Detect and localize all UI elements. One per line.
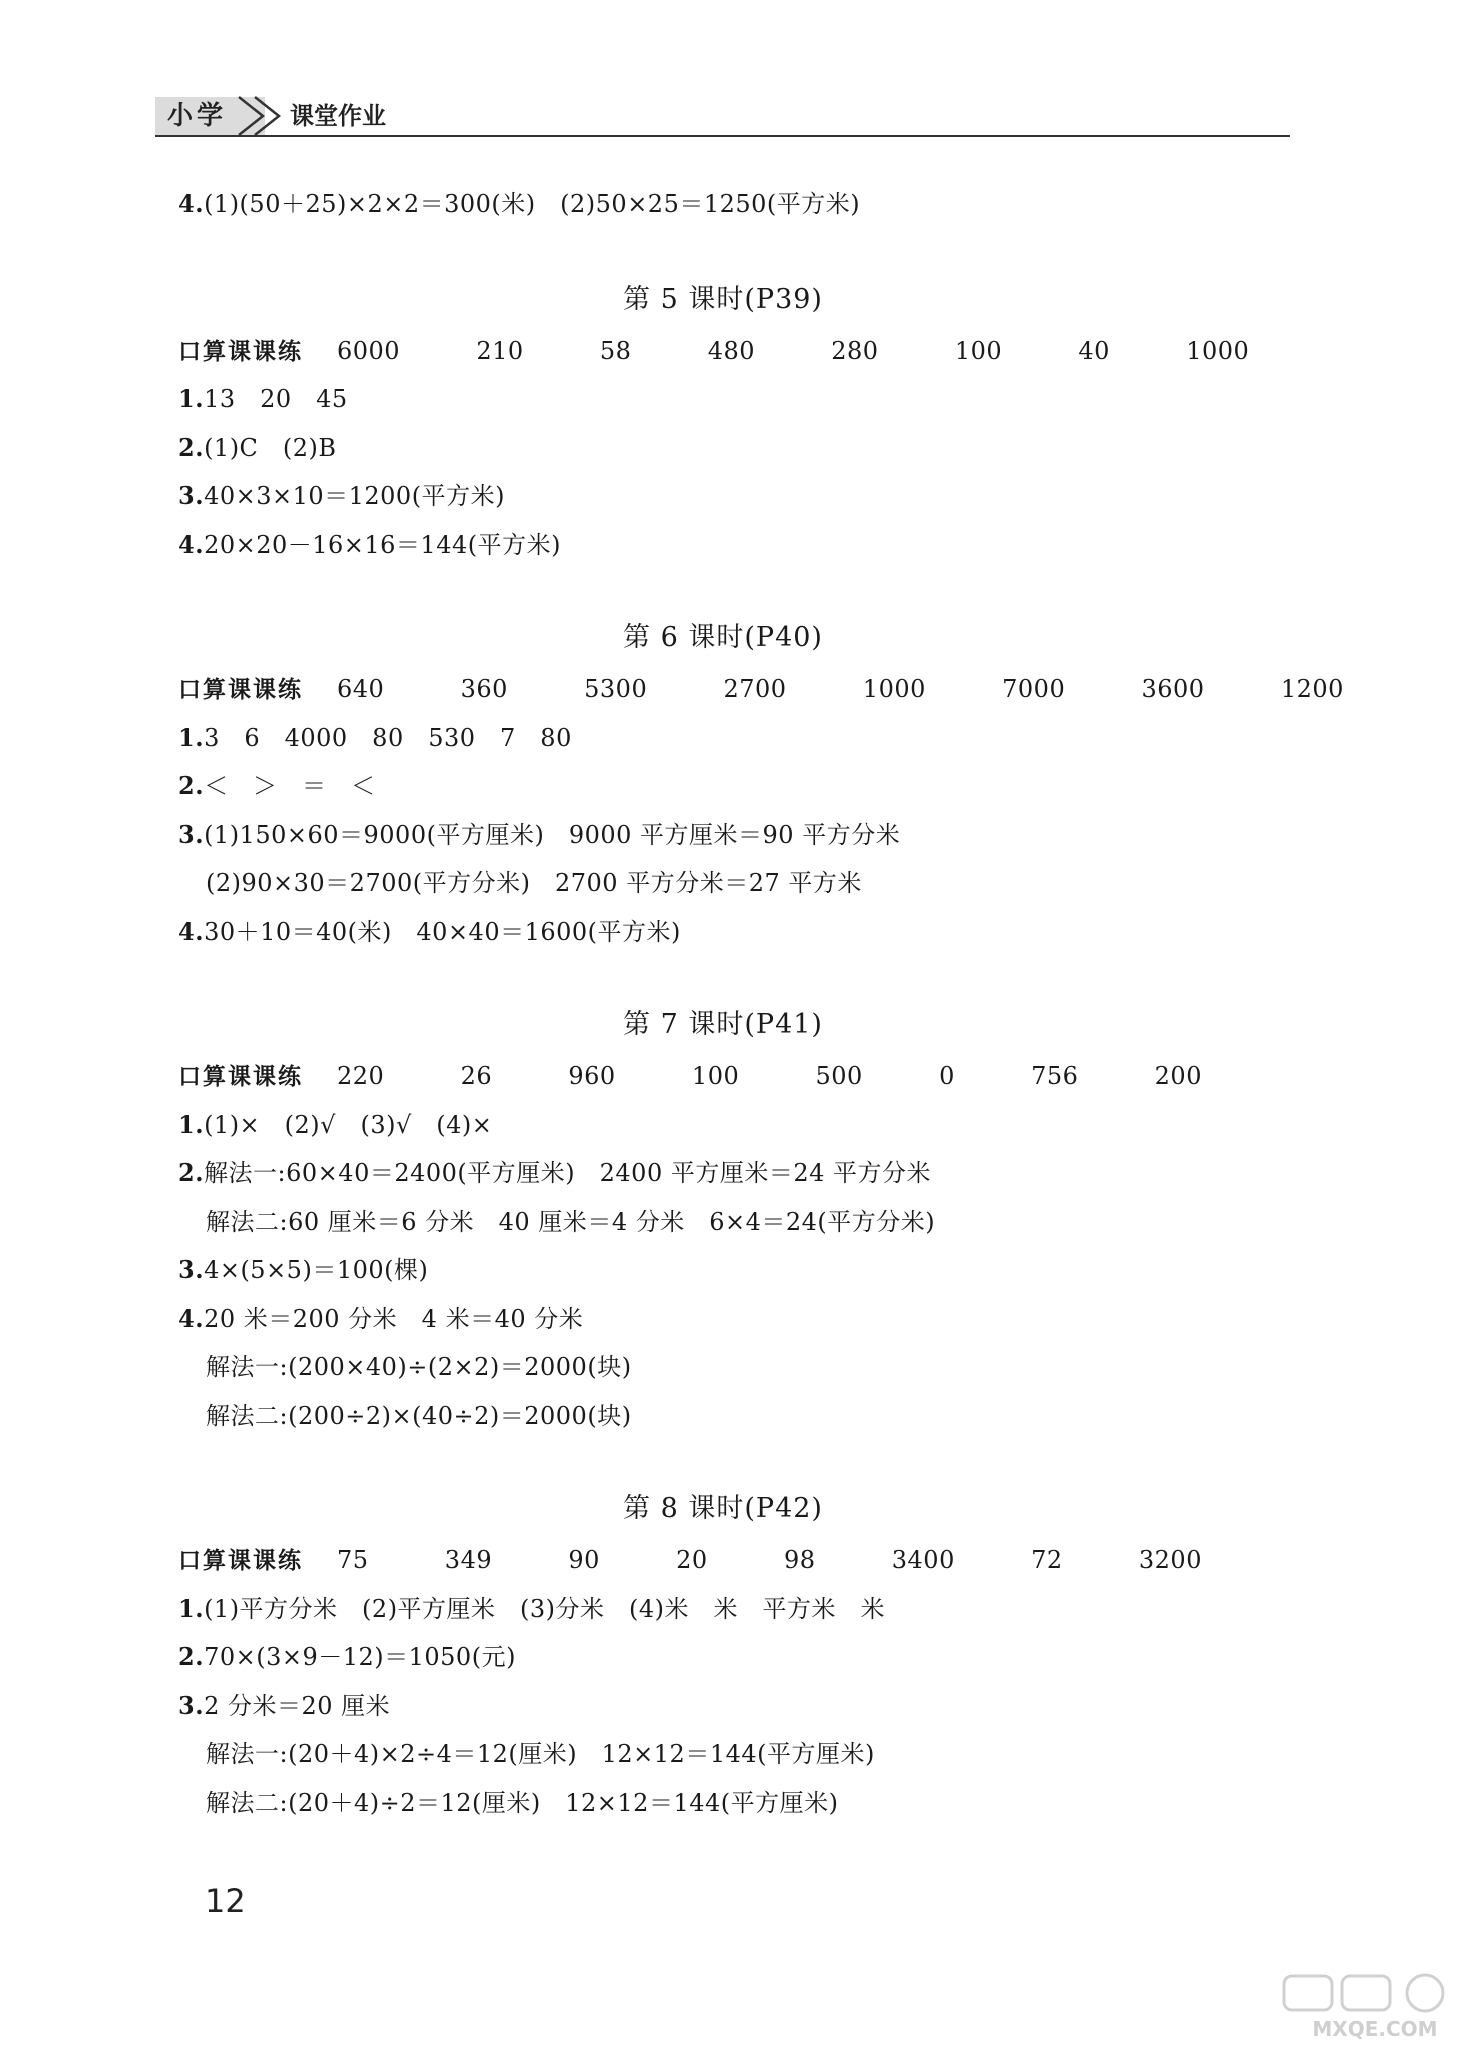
item-text: 解法二:(20＋4)÷2＝12(厘米) 12×12＝144(平方厘米) — [206, 1788, 839, 1817]
page-number: 12 — [205, 1882, 246, 1920]
item-number: 1. — [178, 722, 205, 752]
item-number: 4. — [178, 529, 205, 559]
oral-practice-label: 口算课课练 — [178, 1548, 303, 1574]
answer-line — [178, 908, 1268, 957]
oral-practice-line — [178, 1536, 1268, 1585]
item-number: 4. — [178, 916, 205, 946]
item-text: (1)× (2)√ (3)√ (4)× — [204, 1110, 493, 1139]
page-header — [155, 95, 1290, 137]
answer-line — [178, 1343, 1268, 1392]
item-text: (2)90×30＝2700(平方分米) 2700 平方分米＝27 平方米 — [206, 869, 862, 897]
item-number: 3. — [178, 1690, 205, 1720]
item-text: (1)(50＋25)×2×2＝300(米) (2)50×25＝1250(平方米) — [204, 190, 861, 218]
item-text: 3 6 4000 80 530 7 80 — [204, 723, 572, 752]
answer-line — [178, 1198, 1268, 1247]
oral-practice-values: 6000 210 58 480 280 100 40 1000 — [337, 336, 1250, 365]
item-number: 2. — [178, 1642, 205, 1671]
oral-practice-values: 220 26 960 100 500 0 756 200 — [337, 1062, 1202, 1090]
answer-line — [178, 1101, 1268, 1150]
item-text: (1)平方分米 (2)平方厘米 (3)分米 (4)米 米 平方米 米 — [204, 1594, 886, 1623]
header-rule — [155, 135, 1290, 137]
item-text: (1)150×60＝9000(平方厘米) 9000 平方厘米＝90 平方分米 — [204, 820, 901, 849]
answer-line — [178, 1633, 1268, 1682]
lesson-heading: 第 6 课时(P40) — [623, 622, 823, 653]
answer-line — [178, 1295, 1268, 1344]
lesson-heading: 第 8 课时(P42) — [623, 1493, 823, 1524]
watermark-text: MXQE.COM — [1312, 2017, 1438, 2041]
item-number: 3. — [178, 481, 205, 510]
item-number: 3. — [178, 819, 205, 849]
answer-line — [178, 1585, 1268, 1634]
answer-line — [178, 1682, 1268, 1731]
oral-practice-line — [178, 665, 1344, 714]
oral-practice-values: 75 349 90 20 98 3400 72 3200 — [337, 1546, 1202, 1574]
answer-line — [178, 472, 1268, 521]
item-text: 解法二:60 厘米＝6 分米 40 厘米＝4 分米 6×4＝24(平方分米) — [206, 1207, 936, 1236]
item-text: 2 分米＝20 厘米 — [204, 1691, 391, 1720]
answer-line — [178, 1246, 1268, 1295]
double-chevron-icon — [233, 95, 293, 137]
item-text: (1)C (2)B — [204, 433, 337, 462]
answer-line — [178, 424, 1268, 473]
lesson-heading: 第 5 课时(P39) — [623, 283, 823, 315]
oral-practice-label: 口算课课练 — [178, 338, 303, 365]
item-number: 4. — [178, 1303, 205, 1333]
item-text: 30＋10＝40(米) 40×40＝1600(平方米) — [204, 917, 681, 946]
answer-line — [178, 1392, 1268, 1441]
item-text: 20 米＝200 分米 4 米＝40 分米 — [204, 1304, 584, 1333]
item-text: ＜ ＞ ＝ ＜ — [204, 772, 376, 800]
oral-practice-line — [178, 327, 1268, 376]
item-number: 2. — [178, 1158, 205, 1187]
item-number: 1. — [178, 1593, 205, 1623]
answer-line — [178, 375, 1268, 424]
item-number: 3. — [178, 1255, 205, 1284]
answer-line — [178, 1149, 1268, 1198]
oral-practice-values: 640 360 5300 2700 1000 7000 3600 1200 — [337, 675, 1344, 703]
oral-practice-label: 口算课课练 — [178, 677, 303, 703]
item-text: 解法一:(20＋4)×2÷4＝12(厘米) 12×12＝144(平方厘米) — [206, 1740, 875, 1768]
item-number: 1. — [178, 1109, 205, 1139]
item-text: 解法一:60×40＝2400(平方厘米) 2400 平方厘米＝24 平方分米 — [204, 1159, 932, 1187]
item-text: 解法二:(200÷2)×(40÷2)＝2000(块) — [206, 1401, 632, 1430]
item-text: 70×(3×9－12)＝1050(元) — [204, 1643, 516, 1671]
item-text: 4×(5×5)＝100(棵) — [204, 1256, 429, 1284]
answer-line — [178, 762, 1268, 811]
header-title: 课堂作业 — [290, 102, 386, 130]
oral-practice-line — [178, 1052, 1268, 1101]
answer-line — [178, 521, 1268, 570]
site-watermark — [1280, 1972, 1470, 2044]
answer-line — [178, 811, 1268, 860]
answer-content — [178, 180, 1344, 1827]
item-text: 13 20 45 — [204, 385, 348, 413]
item-text: 解法一:(200×40)÷(2×2)＝2000(块) — [206, 1353, 632, 1381]
lesson-heading: 第 7 课时(P41) — [623, 1009, 823, 1040]
item-number: 4. — [178, 189, 205, 218]
item-number: 1. — [178, 384, 205, 413]
header-school-label: 小学 — [167, 101, 228, 131]
oral-practice-label: 口算课课练 — [178, 1064, 303, 1090]
answer-line — [178, 1730, 1268, 1779]
item-text: 40×3×10＝1200(平方米) — [204, 482, 505, 510]
answer-line — [178, 714, 1268, 763]
item-text: 20×20－16×16＝144(平方米) — [204, 530, 561, 559]
answer-line — [178, 1779, 1268, 1828]
answer-line — [178, 859, 1268, 908]
item-number: 2. — [178, 771, 205, 800]
item-number: 2. — [178, 432, 205, 462]
answer-line — [178, 180, 1268, 229]
